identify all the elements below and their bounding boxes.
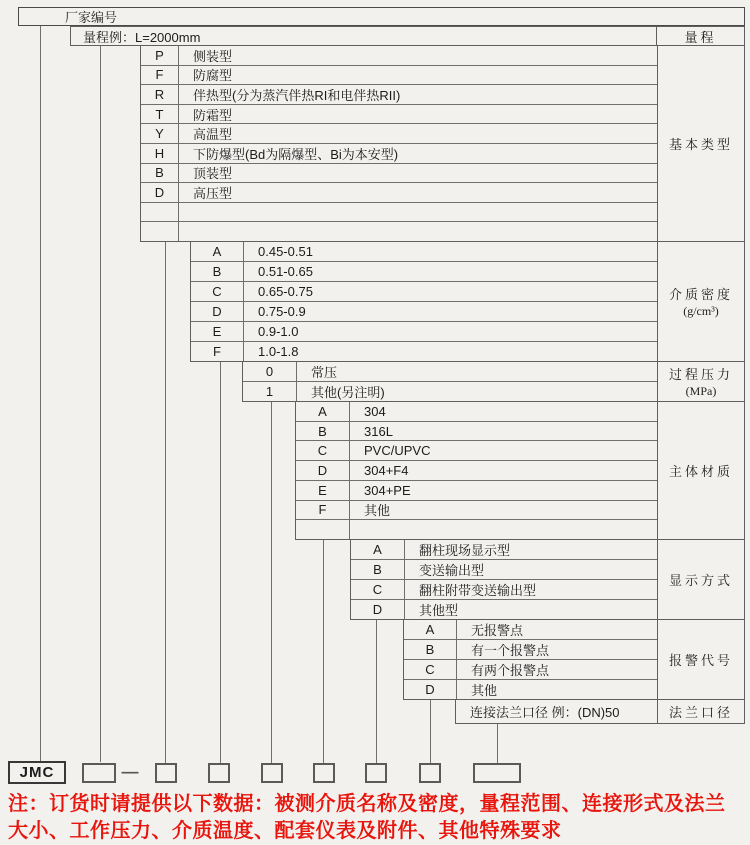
option-code: B [141,164,179,183]
connector-line-basic [165,241,166,763]
connector-line-display [376,619,377,763]
option-code: 1 [243,382,297,401]
option-row [296,519,657,539]
category-label-text: 报警代号 [668,653,733,668]
option-code: F [191,342,244,361]
option-desc: 有两个报警点 [471,663,550,678]
option-desc: 伴热型(分为蒸汽伴热RI和电伴热RII) [193,87,401,103]
option-row [191,242,657,261]
connector-line-factory [40,26,41,762]
option-row [296,421,657,441]
option-desc: 高温型 [193,127,233,143]
option-code: D [141,183,179,202]
option-code: A [296,402,350,421]
option-row [296,440,657,460]
option-desc: 侧装型 [193,48,233,64]
option-desc: 316L [364,423,393,439]
model-box-basic [155,763,177,783]
option-row [141,163,657,183]
option-desc [350,520,657,539]
option-desc: 0.51-0.65 [258,264,313,279]
option-row [296,480,657,500]
option-code: C [191,282,244,301]
option-code [296,520,350,539]
ordering-note-line2: 大小、工作压力、介质温度、配套仪表及附件、其他特殊要求 [8,820,562,842]
option-row [191,321,657,341]
section-material [295,401,658,540]
connector-line-alarm [430,699,431,763]
option-desc: 翻柱附带变送输出型 [419,583,537,598]
model-box-density [208,763,230,783]
option-code: H [141,144,179,163]
option-row [243,381,657,401]
section-display [350,539,658,620]
option-code: B [351,560,405,579]
option-desc: 防霜型 [193,107,233,123]
option-row [296,402,657,421]
option-desc: 其他 [364,503,391,519]
ordering-note [8,791,750,845]
option-desc: 304+PE [364,482,411,498]
option-desc: 0.75-0.9 [258,304,306,319]
category-label-basic [657,45,745,242]
option-desc [179,203,657,222]
option-row [141,46,657,65]
option-desc: 304+F4 [364,463,409,479]
option-desc: 0.45-0.51 [258,244,313,259]
category-label-text: 显示方式 [668,573,733,588]
option-row [141,221,657,241]
option-code: F [141,66,179,85]
section-basic [140,45,658,242]
option-code: B [404,640,457,659]
option-row [351,599,657,619]
option-desc: 其他(另注明) [311,385,385,400]
option-row [296,500,657,520]
flange-size-cell [455,699,658,724]
option-row [191,301,657,321]
section-pressure [242,361,658,402]
category-label-density [657,241,745,362]
option-row [404,620,657,639]
section-alarm [403,619,658,700]
option-code: F [296,501,350,520]
option-row [141,104,657,124]
flange-category-label: 法兰口径 [657,699,745,724]
option-code: C [351,580,405,599]
category-label-sub: (g/cm³) [683,304,719,318]
option-code [141,222,179,241]
option-row [191,261,657,281]
option-row [141,65,657,85]
option-code: D [191,302,244,321]
option-code: A [191,242,244,261]
option-desc: 其他型 [419,603,459,618]
model-box-flange [473,763,521,783]
connector-line-material [323,539,324,763]
range-example-text: 量程例：L=2000mm [83,29,201,45]
option-desc: 翻柱现场显示型 [419,543,511,558]
option-desc: 1.0-1.8 [258,344,299,359]
option-desc: 其他 [471,683,498,698]
option-row [296,460,657,480]
model-prefix-box: JMC [8,761,66,784]
model-box-alarm [419,763,441,783]
model-box-pressure [261,763,283,783]
range-category-label: 量程 [656,27,744,45]
option-code [141,203,179,222]
option-desc: 顶装型 [193,166,233,182]
option-code: T [141,105,179,124]
category-label-text: 介质密度 [668,287,733,302]
option-code: E [296,481,350,500]
model-dash: — [121,762,139,781]
option-row [351,579,657,599]
option-row [243,362,657,381]
category-label-display [657,539,745,620]
model-box-display [365,763,387,783]
category-label-alarm [657,619,745,700]
option-desc: 304 [364,403,386,419]
option-row [404,679,657,699]
option-row [351,559,657,579]
option-desc: 变送输出型 [419,563,485,578]
option-code: A [351,540,405,559]
category-label-text: 主体材质 [668,464,733,479]
option-row [141,84,657,104]
option-row [404,659,657,679]
flange-size-text: 连接法兰口径 例：(DN)50 [470,705,620,720]
option-code: C [404,660,457,679]
connector-line-density [220,361,221,763]
option-code: E [191,322,244,341]
option-row [191,281,657,301]
option-desc: 常压 [311,365,338,380]
range-row [70,26,745,46]
option-code: B [191,262,244,281]
option-desc: 有一个报警点 [471,643,550,658]
option-code: P [141,46,179,65]
factory-number-cell [18,7,745,26]
option-code: C [296,441,350,460]
ordering-note-line1: 注：订货时请提供以下数据：被测介质名称及密度，量程范围、连接形式及法兰 [8,793,726,815]
model-box-material [313,763,335,783]
option-row [141,143,657,163]
option-row [351,540,657,559]
option-code: D [296,461,350,480]
category-label-sub: (MPa) [685,384,717,398]
option-row [141,123,657,143]
option-code: D [351,600,405,619]
option-code: R [141,85,179,104]
option-code: A [404,620,457,639]
factory-number-label: 厂家编号 [65,10,118,25]
option-desc: 无报警点 [471,623,524,638]
category-label-pressure [657,361,745,402]
option-code: B [296,422,350,441]
option-code: 0 [243,362,297,381]
option-row [191,341,657,361]
connector-line-flange [497,723,498,763]
option-desc: 0.9-1.0 [258,324,299,339]
option-desc: 0.65-0.75 [258,284,313,299]
category-label-text: 过程压力 [668,367,733,382]
option-desc: 下防爆型(Bd为隔爆型、Bi为本安型) [193,146,399,162]
option-desc [179,222,657,241]
connector-line-range [100,45,101,762]
option-row [141,202,657,222]
model-box-range [82,763,116,783]
option-code: Y [141,124,179,143]
option-row [141,182,657,202]
connector-line-pressure [271,401,272,763]
option-code: D [404,680,457,699]
section-density [190,241,658,362]
category-label-material [657,401,745,540]
option-row [404,639,657,659]
option-desc: 高压型 [193,185,233,201]
option-desc: 防腐型 [193,68,233,84]
option-desc: PVC/UPVC [364,443,431,459]
category-label-text: 基本类型 [668,137,733,152]
